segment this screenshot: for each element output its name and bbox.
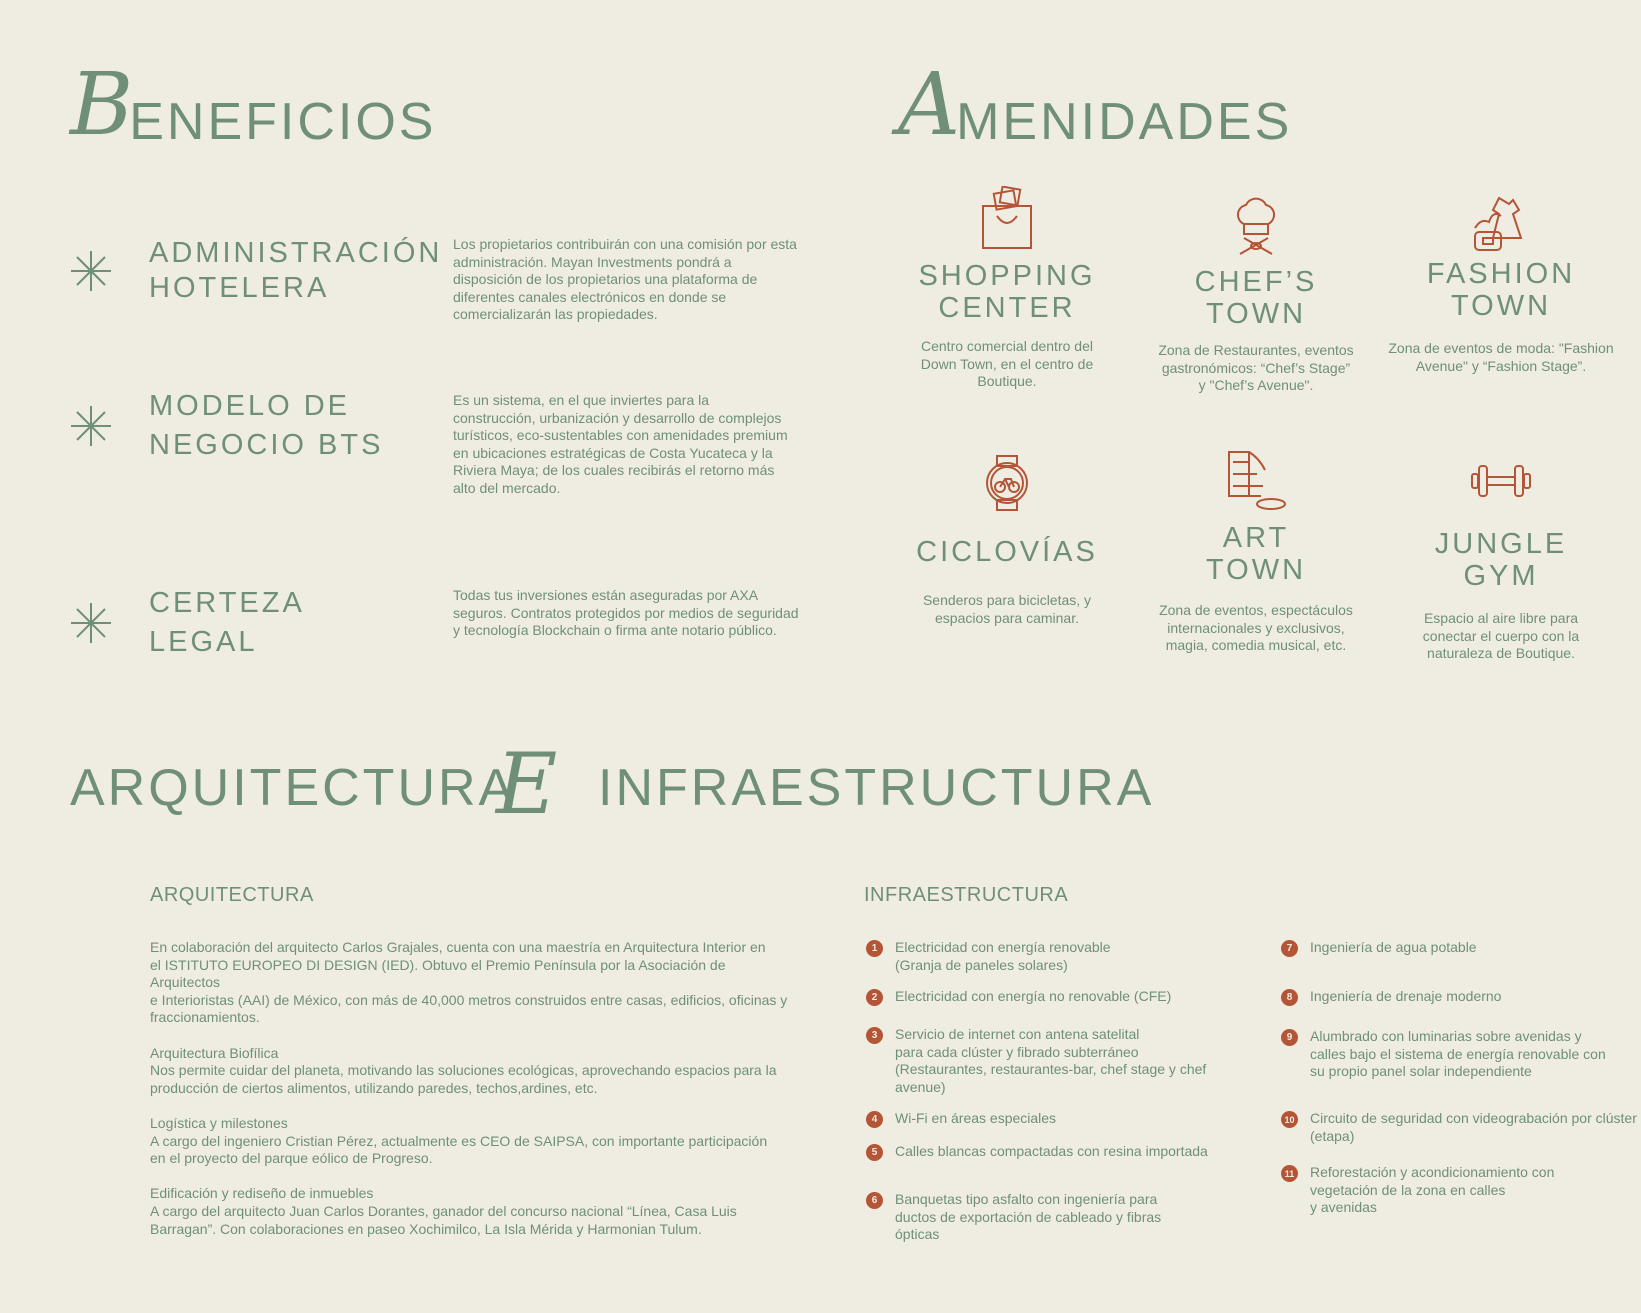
beneficios-title — [70, 55, 437, 155]
asterisk-icon — [70, 250, 112, 292]
text-line: el ISTITUTO EUROPEO DI DESIGN (IED). Obtuvo el Premio Península por la Asociación de Arquitectos — [150, 956, 726, 991]
text-line: Logística y milestones — [150, 1114, 288, 1131]
amenidades-title — [898, 55, 1293, 155]
text-line: fraccionamientos. — [150, 1009, 260, 1026]
text-line: en el proyecto del parque eólico de Progreso. — [150, 1150, 433, 1167]
text-line: Nos permite cuidar del planeta, motivando las soluciones ecológicas, aprovechando espacios para la — [150, 1062, 777, 1079]
amenity-chefs-town — [1141, 194, 1371, 395]
text-line: (Restaurantes, restaurantes-bar, chef stage y chef — [895, 1061, 1207, 1078]
infra-item-text: Wi-Fi en áreas especiales — [895, 1110, 1057, 1126]
amenity-desc: Senderos para bicicletas, y espacios para caminar. — [922, 592, 1092, 626]
chef-hat-icon — [1230, 194, 1282, 256]
infra-item-text: Ingeniería de agua potable — [1310, 939, 1477, 955]
infra-item-text — [1310, 1164, 1554, 1217]
arquitectura-paragraph — [150, 1045, 790, 1098]
benefit-title-legal — [149, 586, 305, 660]
text-line: avenue) — [895, 1078, 946, 1095]
infra-list-item — [866, 1191, 1161, 1244]
text-line: producción de ciertos alimentos, utilizando paredes, techos,ardines, etc. — [150, 1079, 598, 1096]
text-line: Edificación y rediseño de inmuebles — [150, 1185, 374, 1202]
infra-item-text: Electricidad con energía no renovable (CFE) — [895, 988, 1172, 1004]
infraestructura-title: INFRAESTRUCTURA — [598, 759, 1155, 817]
infra-item-text — [895, 939, 1111, 974]
amenity-desc: Zona de eventos, espectáculos internacionales y exclusivos, magia, comedia musical, etc. — [1159, 602, 1353, 654]
benefit-desc-admin: Los propietarios contribuirán con una comisión por esta administración. Mayan Investments pondrá a disposición de los propietarios una plataforma de diferentes canales electrónicos en donde se comercializarán las propiedades. — [453, 236, 797, 323]
benefit-desc-legal: Todas tus inversiones están aseguradas por AXA seguros. Contratos protegidos por medios de seguridad y tecnología Blockchain o firma ante notario público. — [453, 587, 799, 639]
infra-list-item — [866, 1026, 1206, 1096]
text-line: Alumbrado con luminarias sobre avenidas y — [1310, 1028, 1582, 1044]
art-stage-icon — [1225, 450, 1287, 512]
amenity-title — [1141, 522, 1371, 586]
infra-item-text — [1310, 1028, 1606, 1081]
amenity-title-line: TOWN — [1450, 290, 1552, 322]
infra-list-item — [866, 1143, 1208, 1161]
amenity-desc: Zona de eventos de moda: "Fashion Avenue" y “Fashion Stage”. — [1388, 340, 1614, 374]
amenity-title-line: ART — [1222, 522, 1290, 554]
infra-item-text: Ingeniería de drenaje moderno — [1310, 988, 1502, 1004]
infra-list-item — [1281, 939, 1477, 957]
number-badge: 4 — [866, 1111, 883, 1128]
number-badge: 9 — [1281, 1029, 1298, 1046]
text-line: Banquetas tipo asfalto con ingeniería para — [895, 1191, 1158, 1207]
infra-item-text — [895, 1026, 1206, 1096]
amenity-title — [892, 260, 1122, 324]
amenity-fashion-town — [1386, 194, 1616, 375]
text-line: A cargo del arquitecto Juan Carlos Dorantes, ganador del concurso nacional “Línea, Casa Luis — [150, 1202, 737, 1219]
text-line: Reforestación y acondicionamiento con — [1310, 1164, 1555, 1180]
amenity-title-line: CENTER — [938, 292, 1076, 324]
text-line: ópticas — [895, 1226, 940, 1243]
number-badge: 2 — [866, 989, 883, 1006]
amenity-title-line: SHOPPING — [918, 260, 1096, 292]
amenidades-title-rest: MENIDADES — [956, 93, 1293, 151]
text-line: e Interioristas (AAI) de México, con más de 40,000 metros construidos entre casas, edificios, oficinas y — [150, 991, 788, 1008]
infra-list-item — [866, 988, 1171, 1006]
bicycle-watch-icon — [981, 452, 1033, 514]
benefit-title-line: HOTELERA — [149, 272, 330, 304]
amenity-title-line: JUNGLE — [1434, 528, 1568, 560]
ampersand-e-glyph: E — [496, 735, 558, 833]
arquitectura-title: ARQUITECTURA — [70, 759, 517, 817]
infra-list-item — [1281, 1110, 1637, 1145]
amenity-title-line: TOWN — [1205, 298, 1307, 330]
text-line: su propio panel solar independiente — [1310, 1063, 1532, 1080]
amenity-desc: Centro comercial dentro del Down Town, en el centro de Boutique. — [920, 338, 1094, 390]
benefit-title-line: CERTEZA — [149, 587, 305, 619]
infra-item-text — [1310, 1110, 1637, 1145]
number-badge: 10 — [1281, 1111, 1298, 1128]
text-line: Electricidad con energía renovable — [895, 939, 1111, 955]
dumbbell-icon — [1470, 460, 1532, 502]
text-line: y avenidas — [1310, 1199, 1377, 1216]
arquitectura-paragraph — [150, 1185, 790, 1238]
text-line: En colaboración del arquitecto Carlos Grajales, cuenta con una maestría en Arquitectura Interior en — [150, 939, 766, 955]
amenity-ciclovias — [892, 452, 1122, 627]
amenidades-title-initial: A — [898, 55, 961, 155]
text-line: Barragan”. Con colaboraciones en paseo Xochimilco, La Isla Mérida y Harmonian Tulum. — [150, 1220, 702, 1237]
amenity-title-line: FASHION — [1426, 258, 1576, 290]
number-badge: 3 — [866, 1027, 883, 1044]
benefit-title-line: MODELO DE — [149, 390, 351, 422]
amenity-title-line: CICLOVÍAS — [916, 536, 1098, 568]
infraestructura-subheading: INFRAESTRUCTURA — [864, 884, 1069, 906]
infra-list-item — [1281, 988, 1501, 1006]
number-badge: 8 — [1281, 989, 1298, 1006]
text-line: ductos de exportación de cableado y fibras — [895, 1208, 1162, 1225]
benefit-title-line: ADMINISTRACIÓN — [149, 237, 443, 269]
asterisk-icon — [70, 602, 112, 644]
text-line: calles bajo el sistema de energía renovable con — [1310, 1045, 1606, 1062]
benefit-title-admin — [149, 236, 442, 306]
beneficios-title-initial: B — [70, 55, 134, 155]
infra-item-text: Calles blancas compactadas con resina importada — [895, 1143, 1208, 1159]
infra-list-item — [866, 1110, 1056, 1128]
amenity-title — [892, 536, 1122, 568]
benefit-title-bts — [149, 389, 383, 463]
number-badge: 11 — [1281, 1165, 1298, 1182]
amenity-title-line: CHEF’S — [1194, 266, 1318, 298]
arquitectura-paragraph — [150, 1115, 790, 1168]
beneficios-title-rest: ENEFICIOS — [129, 93, 437, 151]
amenity-title — [1386, 258, 1616, 322]
amenity-title — [1386, 528, 1616, 592]
benefit-desc-bts: Es un sistema, en el que inviertes para la construcción, urbanización y desarrollo de complejos turísticos, eco-sustentables con amenidades premium en ubicaciones estratégicas de Costa Yucateca y la Riviera Maya; de los cuales recibirás el retorno más alto del mercado. — [453, 392, 788, 496]
infra-list-item — [866, 939, 1111, 974]
amenity-desc: Espacio al aire libre para conectar el cuerpo con la naturaleza de Boutique. — [1422, 610, 1580, 662]
arquitectura-body — [150, 939, 790, 1256]
text-line: Arquitectura Biofílica — [150, 1044, 279, 1061]
asterisk-icon — [70, 405, 112, 447]
arquitectura-subheading: ARQUITECTURA — [150, 884, 314, 906]
amenity-title-line: GYM — [1463, 560, 1539, 592]
shopping-bag-icon — [977, 186, 1037, 250]
number-badge: 7 — [1281, 940, 1298, 957]
text-line: Circuito de seguridad con videograbación por clúster — [1310, 1110, 1637, 1126]
fashion-dress-icon — [1469, 194, 1533, 254]
number-badge: 1 — [866, 940, 883, 957]
text-line: A cargo del ingeniero Cristian Pérez, actualmente es CEO de SAIPSA, con importante participación — [150, 1132, 768, 1149]
amenity-shopping-center — [892, 186, 1122, 391]
text-line: (etapa) — [1310, 1127, 1355, 1144]
amenity-desc: Zona de Restaurantes, eventos gastronómicos: “Chef’s Stage” y "Chef’s Avenue". — [1158, 342, 1354, 394]
infra-list-item — [1281, 1028, 1606, 1081]
infra-item-text — [895, 1191, 1161, 1244]
benefit-title-line: LEGAL — [149, 626, 258, 658]
benefit-title-line: NEGOCIO BTS — [149, 429, 384, 461]
number-badge: 6 — [866, 1192, 883, 1209]
amenity-title — [1141, 266, 1371, 330]
text-line: Servicio de internet con antena satelital — [895, 1026, 1140, 1042]
arquitectura-paragraph — [150, 939, 790, 1027]
text-line: para cada clúster y fibrado subterráneo — [895, 1043, 1139, 1060]
text-line: vegetación de la zona en calles — [1310, 1181, 1506, 1198]
amenity-art-town — [1141, 450, 1371, 655]
amenity-jungle-gym — [1386, 460, 1616, 663]
number-badge: 5 — [866, 1144, 883, 1161]
infra-list-item — [1281, 1164, 1554, 1217]
text-line: (Granja de paneles solares) — [895, 956, 1068, 973]
amenity-title-line: TOWN — [1205, 554, 1307, 586]
